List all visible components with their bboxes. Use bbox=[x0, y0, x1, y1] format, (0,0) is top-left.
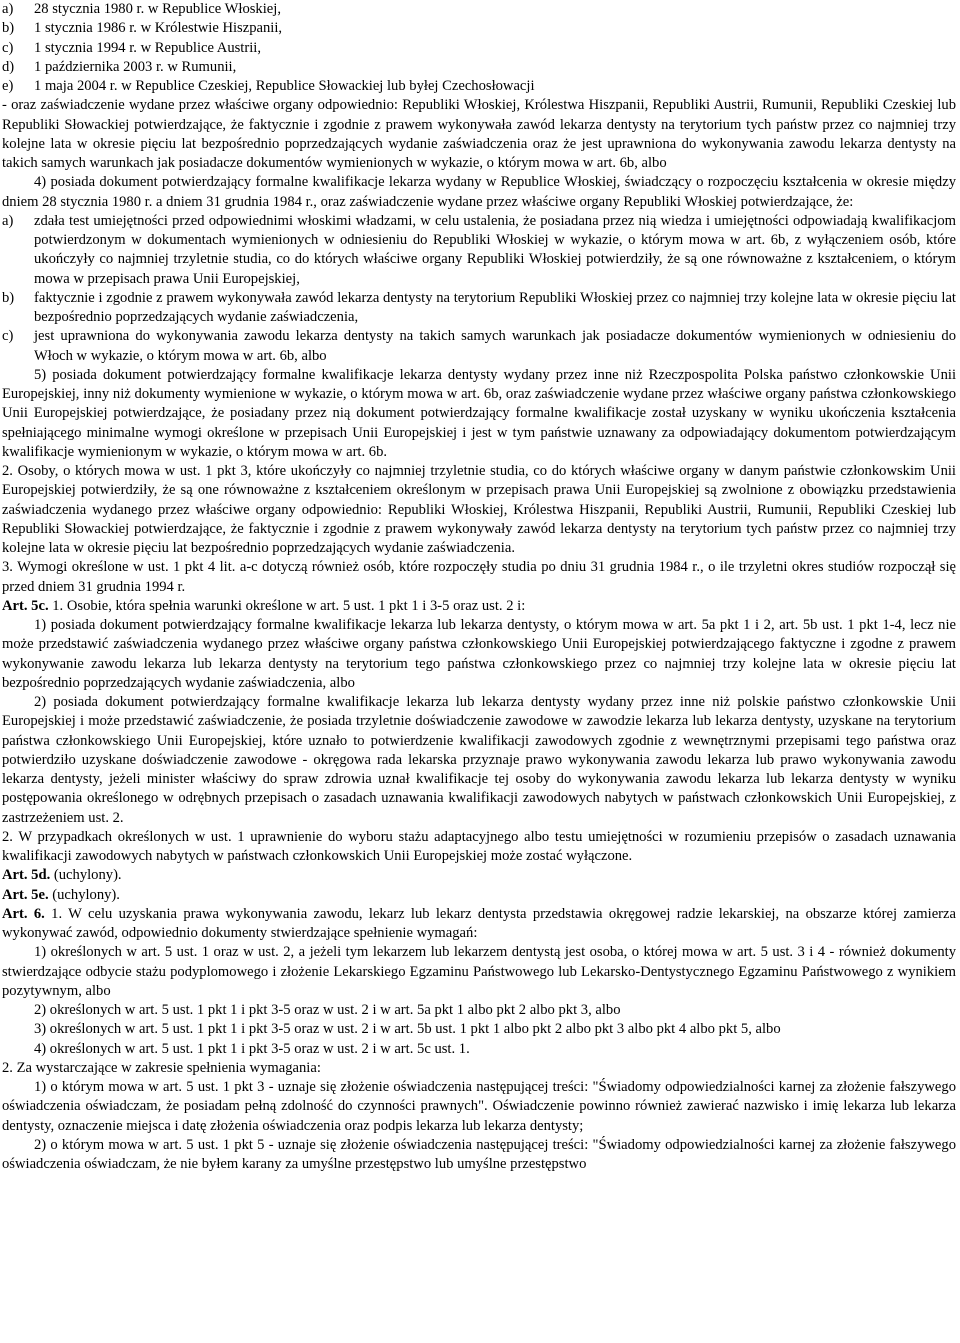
dates-list bbox=[2, 0, 956, 96]
list-text: 28 stycznia 1980 r. w Republice Włoskiej, bbox=[34, 1, 281, 17]
article-6-pkt3: 3) określonych w art. 5 ust. 1 pkt 1 i pkt 3-5 oraz w ust. 2 i w art. 5b ust. 1 pkt 1 albo pkt 2 albo pkt 3 albo pkt 4 albo pkt 5, albo bbox=[34, 1021, 781, 1038]
list-item bbox=[2, 212, 956, 289]
italy-conditions-list bbox=[2, 212, 956, 366]
article-6-pkt4: 4) określonych w art. 5 ust. 1 pkt 1 i pkt 3-5 oraz w ust. 2 i w art. 5c ust. 1. bbox=[34, 1040, 470, 1057]
article-text: 1. Osobie, która spełnia warunki określone w art. 5 ust. 1 pkt 1 i 3-5 oraz ust. 2 i: bbox=[48, 597, 526, 614]
article-6-pkt2: 2) określonych w art. 5 ust. 1 pkt 1 i pkt 3-5 oraz w ust. 2 i w art. 5a pkt 1 albo pkt 2 albo pkt 3, albo bbox=[34, 1002, 621, 1018]
paragraph-pkt5: 5) posiada dokument potwierdzający formalne kwalifikacje lekarza dentysty wydany przez inne niż Rzeczpospolita Polska państwo członkowskie Unii Europejskiej, inny niż dokumenty wymienione w wykazie, o którym mowa w art. 6b, oraz zaświadczenie wydane przez właściwe organy państwa członkowskiego Unii Europejskiej potwierdzające, że posiadany przez nią dokument potwierdzający formalne kwalifikacje został uzyskany w wyniku ukończenia kształcenia spełniającego minimalne wymogi określone w przepisach Unii Europejskiej i jest w tym państwie uznawany za odpowiadający dokumentom potwierdzającym kwalifikacje wymienionym w wykazie, o którym mowa w art. 6b. bbox=[2, 366, 956, 460]
paragraph-oraz: - oraz zaświadczenie wydane przez właściwe organy odpowiednio: Republiki Włoskiej, Królestwa Hiszpanii, Republiki Austrii, Rumunii, Republiki Czeskiej lub Republiki Słowackiej potwierdzające, że faktycznie i zgodnie z prawem wykonywała zawód lekarza dentysty na terytorium tych państw przez co najmniej trzy kolejne lata w okresie pięciu lat bezpośrednio poprzedzających wydanie zaświadczenia oraz że jest uprawniona do wykonywania zawodu lekarza dentysty na takich samych warunkach jak posiadacze dokumentów wymienionych w wykazie, o którym mowa w art. 6b, albo bbox=[2, 97, 956, 171]
list-text: zdała test umiejętności przed odpowiednimi włoskimi władzami, w celu ustalenia, że posiadana przez nią wiedza i umiejętności odpowiadają kwalifikacjom potwierdzonym w dokumentach wymienionych w odniesieniu do Republiki Włoskiej w wykazie, o którym mowa w art. 6b, z wyłączeniem osób, które ukończyły co najmniej trzyletnie studia, co do których właściwe organy Republiki Włoskiej potwierdziły, że są one równoważne z kształceniem, o którym mowa w przepisach prawa Unii Europejskiej, bbox=[34, 212, 956, 287]
article-5d bbox=[2, 866, 956, 885]
article-5c-heading bbox=[2, 597, 956, 616]
article-6-ust2-pkt2: 2) o którym mowa w art. 5 ust. 1 pkt 5 - uznaje się złożenie oświadczenia następującej treści: "Świadomy odpowiedzialności karnej za złożenie fałszywego oświadczenia oświadczam, że nie byłem karany za umyślne przestępstwo lub umyślne przestępstwo bbox=[2, 1136, 956, 1172]
list-item bbox=[2, 58, 956, 77]
article-label: Art. 5c. bbox=[2, 597, 49, 614]
article-5c-pkt2: 2) posiada dokument potwierdzający formalne kwalifikacje lekarza lub lekarza dentysty wydany przez inne niż polskie państwo członkowskie Unii Europejskiej i może przedstawić zaświadczenie, że posiada trzyletnie doświadczenie zawodowe w zawodzie lekarza lub lekarza dentysty, uzyskane na terytorium państwa członkowskiego Unii Europejskiej, które uznało to potwierdzenie kwalifikacji zawodowych zgodnie z wewnętrznymi przepisami tego państwa oraz potwierdziło uzyskane doświadczenie zawodowe - okręgowa rada lekarska przyznaje prawo wykonywania zawodu lekarza lub prawo wykonywania zawodu lekarza dentysty, jeżeli minister właściwy do spraw zdrowia uznał kwalifikacje tej osoby do wykonywania zawodu lekarza lub lekarza dentysty w wyniku postępowania określonego w odrębnych przepisach o zasadach uznawania kwalifikacji zawodowych nabytych w państwach członkowskich Unii Europejskiej, z zastrzeżeniem ust. 2. bbox=[2, 694, 956, 826]
article-label: Art. 5e. bbox=[2, 886, 49, 903]
article-label: Art. 6. bbox=[2, 905, 45, 922]
article-text: (uchylony). bbox=[48, 886, 120, 903]
list-item bbox=[2, 39, 956, 58]
list-text: 1 stycznia 1986 r. w Królestwie Hiszpanii, bbox=[34, 20, 283, 37]
paragraph-pkt4: 4) posiada dokument potwierdzający formalne kwalifikacje lekarza wydany w Republice Włoskiej, świadczący o rozpoczęciu kształcenia w okresie między dniem 28 stycznia 1980 r. a dniem 31 grudnia 1984 r., oraz zaświadczenie wydane przez właściwe organy Republiki Włoskiej potwierdzające, że: bbox=[2, 174, 956, 210]
list-text: 1 stycznia 1994 r. w Republice Austrii, bbox=[34, 39, 261, 56]
article-label: Art. 5d. bbox=[2, 867, 51, 884]
document-page bbox=[2, 0, 956, 1174]
list-marker: a) bbox=[2, 1, 14, 17]
paragraph-ust2: 2. Osoby, o których mowa w ust. 1 pkt 3, które ukończyły co najmniej trzyletnie studia, co do których właściwe organy w danym państwie członkowskim Unii Europejskiej potwierdziły, że są one równoważne z kształceniem określonym w przepisach prawa Unii Europejskiej są zwolnione z obowiązku przedstawienia zaświadczenia wydanego przez właściwe organy odpowiednio: Republiki Włoskiej, Królestwa Hiszpanii, Republiki Austrii, Rumunii, Republiki Czeskiej lub Republiki Słowackiej potwierdzające, że faktycznie i zgodnie z prawem wykonywały zawód lekarza dentysty na terytorium tych państw przez co najmniej trzy kolejne lata w okresie pięciu lat bezpośrednio poprzedzających wydanie zaświadczenia. bbox=[2, 463, 956, 556]
list-marker: d) bbox=[2, 58, 15, 75]
list-marker: b) bbox=[2, 20, 15, 37]
list-marker: c) bbox=[2, 39, 14, 56]
article-text: 1. W celu uzyskania prawa wykonywania zawodu, lekarz lub lekarz dentysta przedstawia okręgowej radzie lekarskiej, na obszarze której zamierza wykonywać zawód, odpowiednio dokumenty stwierdzające spełnienie wymagań: bbox=[2, 905, 956, 941]
article-6-ust2: 2. Za wystarczające w zakresie spełnienia wymagania: bbox=[2, 1059, 321, 1076]
list-text: jest uprawniona do wykonywania zawodu lekarza dentysty na takich samych warunkach jak posiadacze dokumentów wymienionych w odniesieniu do Włoch w wykazie, o którym mowa w art. 6b, albo bbox=[34, 328, 956, 364]
list-item bbox=[2, 289, 956, 328]
list-item bbox=[2, 327, 956, 366]
list-text: 1 maja 2004 r. w Republice Czeskiej, Republice Słowackiej lub byłej Czechosłowacji bbox=[34, 78, 535, 94]
paragraph-ust3: 3. Wymogi określone w ust. 1 pkt 4 lit. a-c dotyczą również osób, które rozpoczęły studia po dniu 31 grudnia 1984 r., o ile trzyletni okres studiów rozpoczął się przed dniem 31 grudnia 1994 r. bbox=[2, 559, 956, 595]
article-6-ust2-pkt1: 1) o którym mowa w art. 5 ust. 1 pkt 3 - uznaje się złożenie oświadczenia następującej treści: "Świadomy odpowiedzialności karnej za złożenie fałszywego oświadczenia oświadczam, że posiadam pełną zdolność do czynności prawnych". Oświadczenie powinno również zawierać nazwisko i imię lekarza lub lekarza dentysty, oznaczenie miejsca i datę złożenia oświadczenia oraz podpis lekarza lub lekarza dentysty; bbox=[2, 1079, 956, 1134]
list-marker: e) bbox=[2, 78, 14, 94]
list-item bbox=[2, 77, 956, 96]
list-item bbox=[2, 19, 956, 38]
list-text: faktycznie i zgodnie z prawem wykonywała zawód lekarza dentysty na terytorium Republiki Włoskiej przez co najmniej trzy kolejne lata w okresie pięciu lat bezpośrednio poprzedzających wydanie zaświadczenia, bbox=[34, 289, 956, 325]
article-6-heading bbox=[2, 905, 956, 944]
article-text: (uchylony). bbox=[50, 867, 122, 884]
list-item bbox=[2, 0, 956, 19]
list-marker: b) bbox=[2, 289, 15, 306]
article-5e bbox=[2, 886, 956, 905]
list-marker: c) bbox=[2, 328, 14, 345]
article-5c-ust2: 2. W przypadkach określonych w ust. 1 uprawnienie do wyboru stażu adaptacyjnego albo testu umiejętności w rozumieniu przepisów o zasadach uznawania kwalifikacji zawodowych nabytych w państwach członkowskich Unii Europejskiej może zostać wyłączone. bbox=[2, 828, 956, 864]
article-5c-pkt1: 1) posiada dokument potwierdzający formalne kwalifikacje lekarza lub lekarza dentysty, o którym mowa w art. 5a pkt 1 i 2, art. 5b ust. 1 pkt 1-4, lecz nie może przedstawić zaświadczenia wydanego przez właściwe organy państwa członkowskiego Unii Europejskiej potwierdzającego faktyczne i zgodne z prawem wykonywanie zawodu lekarza lub lekarza dentysty na terytorium tego państwa członkowskiego przez co najmniej trzy kolejne lata w okresie pięciu lat bezpośrednio poprzedzających wydanie zaświadczenia, albo bbox=[2, 617, 956, 691]
list-marker: a) bbox=[2, 212, 14, 229]
list-text: 1 października 2003 r. w Rumunii, bbox=[34, 58, 237, 75]
article-6-pkt1: 1) określonych w art. 5 ust. 1 oraz w ust. 2, a jeżeli tym lekarzem lub lekarzem dentystą jest osoba, o której mowa w art. 5 ust. 3 i 4 - również dokumenty stwierdzające odbycie stażu podyplomowego i złożenie Lekarskiego Egzaminu Państwowego lub Lekarsko-Dentystycznego Egzaminu Państwowego z wynikiem pozytywnym, albo bbox=[2, 944, 956, 999]
